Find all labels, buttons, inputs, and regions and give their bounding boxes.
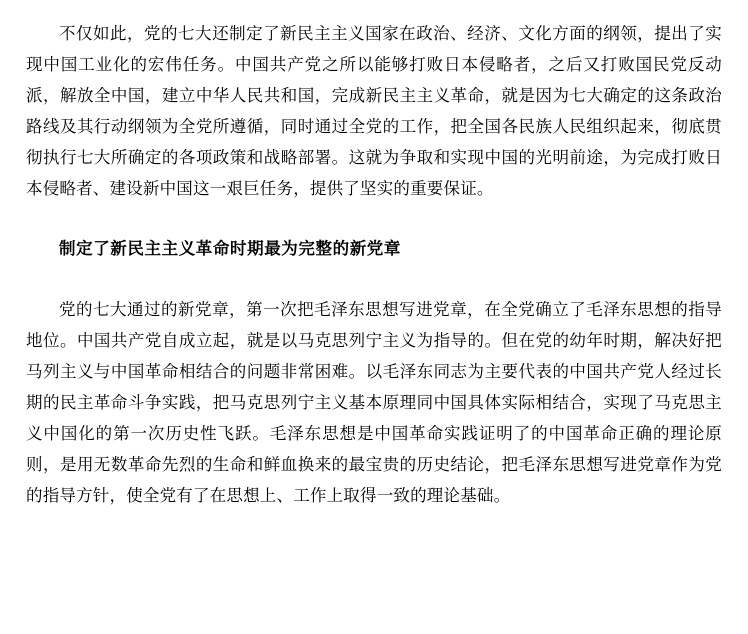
spacer-after-heading — [26, 264, 722, 294]
spacer-before-heading — [26, 204, 722, 233]
paragraph-2: 党的七大通过的新党章，第一次把毛泽东思想写进党章，在全党确立了毛泽东思想的指导地位。中国共产党自成立起，就是以马克思列宁主义为指导的。但在党的幼年时期，解决好把马列主义与中国革命相结合的问题非常困难。以毛泽东同志为主要代表的中国共产党人经过长期的民主革命斗争实践，把马克思列宁主义基本原理同中国具体实际相结合，实现了马克思主义中国化的第一次历史性飞跃。毛泽东思想是中国革命实践证明了的中国革命正确的理论原则，是用无数革命先烈的生命和鲜血换来的最宝贵的历史结论，把毛泽东思想写进党章作为党的指导方针，使全党有了在思想上、工作上取得一致的理论基础。 — [26, 300, 722, 505]
paragraph-1: 不仅如此，党的七大还制定了新民主主义国家在政治、经济、文化方面的纲领，提出了实现中国工业化的宏伟任务。中国共产党之所以能够打败日本侵略者，之后又打败国民党反动派，解放全中国，建立中华人民共和国，完成新民主主义革命，就是因为七大确定的这条政治路线及其行动纲领为全党所遵循，同时通过全党的工作，把全国各民族人民组织起来，彻底贯彻执行七大所确定的各项政策和战略部署。这就为争取和实现中国的光明前途，为完成打败日本侵略者、建设新中国这一艰巨任务，提供了坚实的重要保证。 — [26, 24, 722, 198]
section-heading: 制定了新民主主义革命时期最为完整的新党章 — [59, 239, 401, 258]
